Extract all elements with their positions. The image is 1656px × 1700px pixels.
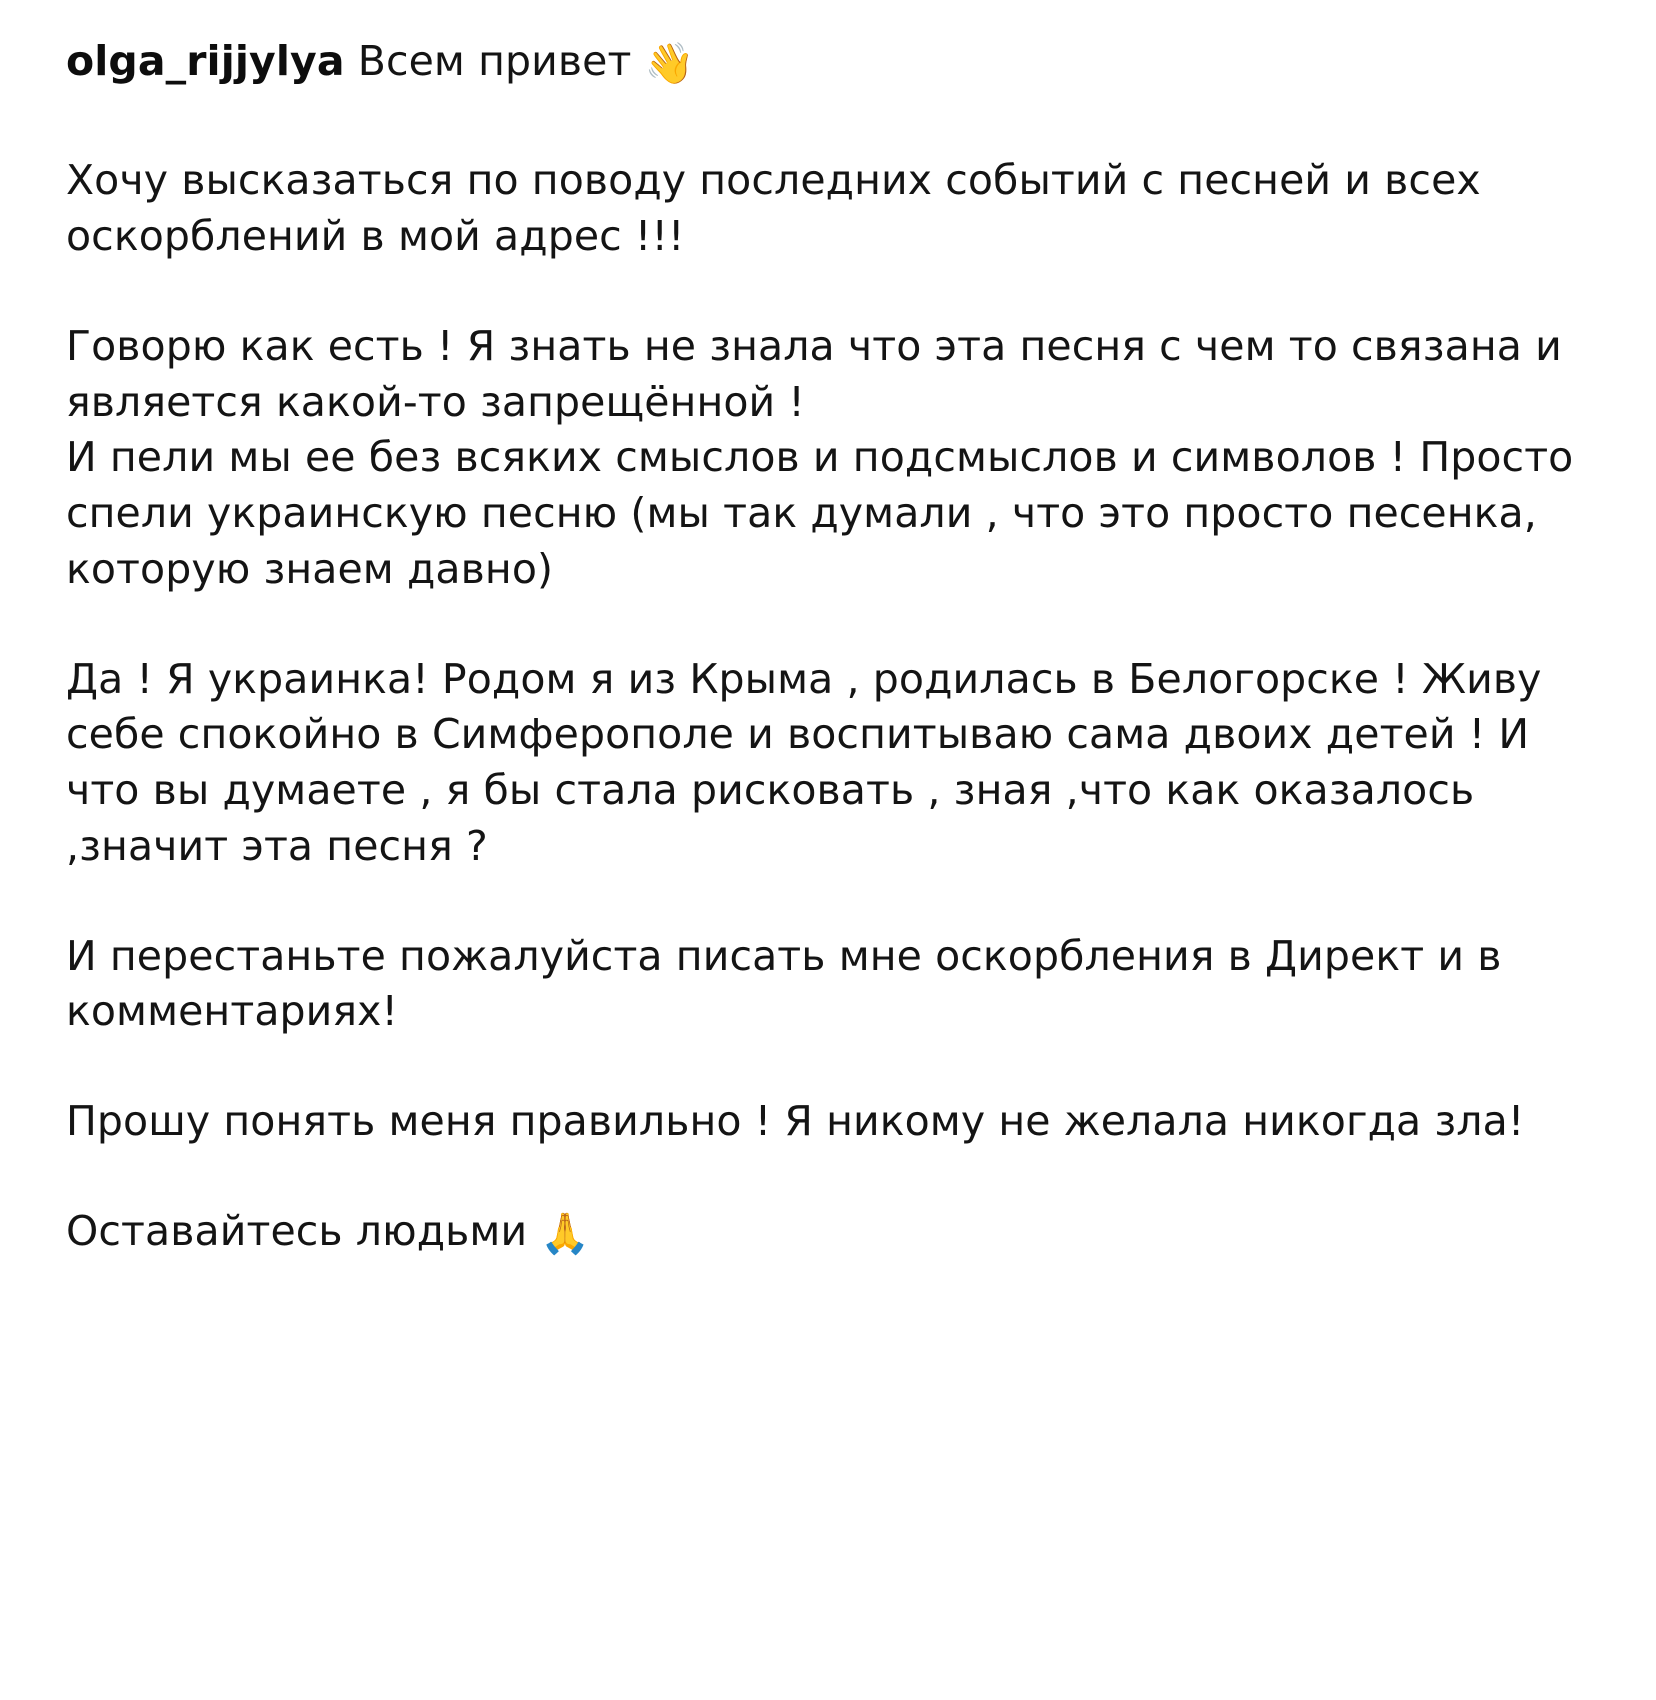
caption-first-line (66, 34, 1590, 91)
paragraph-gap (66, 598, 1590, 652)
paragraph-gap (66, 1150, 1590, 1204)
paragraph-gap (66, 99, 1590, 153)
caption-body (66, 34, 1590, 1261)
paragraph-gap (66, 1040, 1590, 1094)
account-username[interactable]: olga_rijjylya (66, 37, 345, 85)
waving-hand-emoji: 👋 (644, 41, 695, 87)
caption-paragraph-1: Хочу высказаться по поводу последних событий с песней и всех оскорблений в мой адрес !!! (66, 156, 1481, 261)
caption-paragraph-4: Да ! Я украинка! Родом я из Крыма , родилась в Белогорске ! Живу себе спокойно в Симферополе и воспитываю сама двоих детей ! И что вы думаете , я бы стала рисковать , зная ,что как оказалось ,значит эта песня ? (66, 654, 1542, 870)
caption-closing-line (66, 1204, 1590, 1261)
caption-paragraph-5: И перестаньте пожалуйста писать мне оскорбления в Директ и в комментариях! (66, 931, 1502, 1036)
caption-closing-text: Оставайтесь людьми (66, 1206, 528, 1255)
caption-paragraph-2: Говорю как есть ! Я знать не знала что эта песня с чем то связана и является какой-то запрещённой ! (66, 321, 1562, 426)
caption-greeting-text: Всем привет (357, 37, 632, 85)
caption-paragraph-6: Прошу понять меня правильно ! Я никому не желала никогда зла! (66, 1097, 1525, 1146)
paragraph-gap (66, 265, 1590, 319)
paragraph-gap (66, 875, 1590, 929)
folded-hands-emoji: 🙏 (540, 1210, 591, 1257)
caption-paragraph-3: И пели мы ее без всяких смыслов и подсмыслов и символов ! Просто спели украинскую песню (мы так думали , что это просто песенка, которую знаем давно) (66, 433, 1574, 593)
